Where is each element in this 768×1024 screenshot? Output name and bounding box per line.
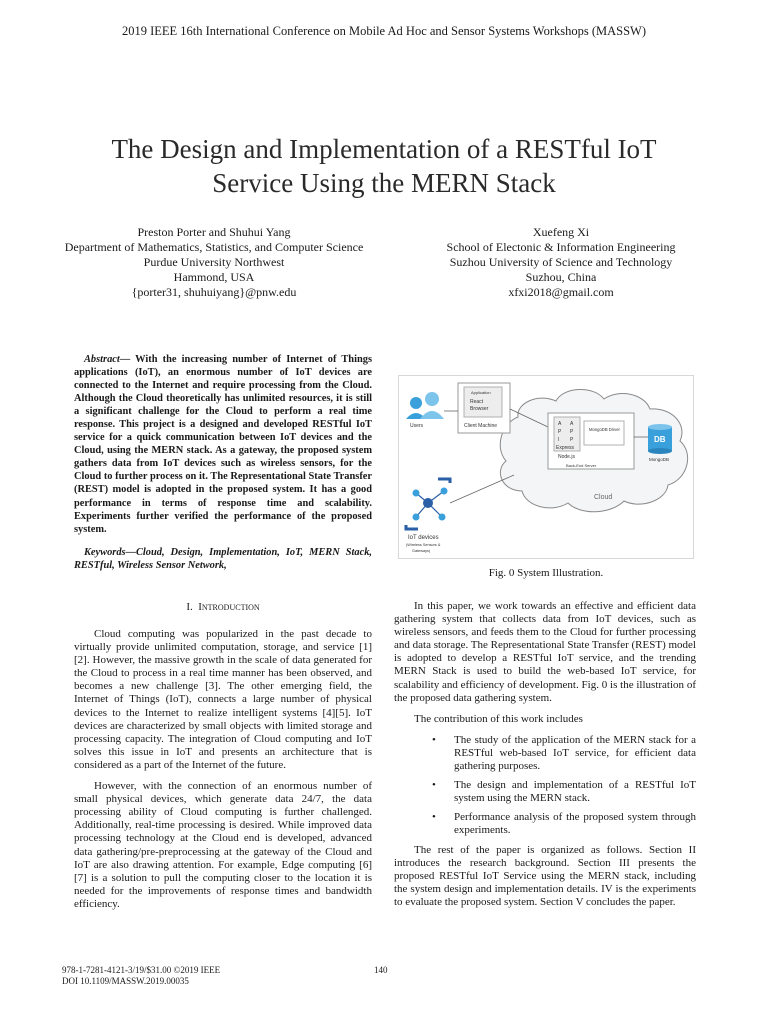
api-letter-i: I (558, 437, 560, 443)
cloud-label: Cloud (594, 494, 613, 501)
footer-isbn: 978-1-7281-4121-3/19/$31.00 ©2019 IEEE (62, 965, 221, 975)
system-diagram (398, 375, 694, 559)
iot-sub-label-2: Gateways) (412, 549, 431, 553)
right-paragraph-3: The rest of the paper is organized as follows. Section II introduces the research background. Section III presents the proposed RESTful IoT Service using the MERN stack, including the system design and implementation details. IV is the experiments to evaluate the proposed system. Section V concludes the paper. (394, 843, 696, 908)
section-heading (74, 601, 372, 613)
right-paragraph-1: In this paper, we work towards an effective and efficient data gathering system that collects data from IoT devices, such as wireless sensors, and feeds them to the Cloud for further processing and data storage. The Representational State Transfer (REST) model is adopted to develop a RESTful IoT service, and the trending MERN Stack is used to build the web-based IoT service, for scalability and efficiency of development. Fig. 0 is the illustration of the proposed data gathering system. (394, 600, 696, 704)
page-number: 140 (374, 965, 388, 975)
abstract (74, 353, 372, 536)
author-names: Preston Porter and Shuhui Yang (137, 225, 291, 239)
figure-caption: Fig. 0 System Illustration. (488, 567, 604, 579)
author-university: Purdue University Northwest (143, 255, 285, 269)
title-line-1: The Design and Implementation of a RESTful IoT (111, 134, 657, 164)
conference-header: 2019 IEEE 16th International Conference on Mobile Ad Hoc and Sensor Systems Workshops (MASSW) (121, 24, 647, 38)
backend-server-label: Back-End Server (566, 463, 597, 468)
author-department: Department of Mathematics, Statistics, and Computer Science (64, 240, 364, 254)
app-letter-p1: P (570, 429, 574, 435)
contribution-list (394, 734, 696, 838)
author-email: {porter31, shuhuiyang}@pnw.edu (131, 285, 297, 299)
application-label: Application (471, 390, 491, 395)
footer-copyright (62, 965, 220, 987)
paper-title (40, 132, 728, 200)
abstract-text: — With the increasing number of Internet of Things applications (IoT), an enormous number of IoT devices are connected to the Internet and require processing from the Cloud. Although the Cloud theoretically has unlimited resources, it is still a significant challenge for the Cloud to perform a real time response. This project is a designed and developed RESTful IoT service for a quick communication between IoT devices and the Cloud, using the MERN stack. As a gateway, the proposed system gathers data from IoT devices such as wireless sensors, for the Cloud to further process on it. The Representational State Transfer (REST) model is adopted in the proposed system. It has a good performance in terms of response time and scalability. Experiments further verified the performance of the proposed system. (74, 354, 372, 535)
browser-label: Browser (470, 406, 489, 412)
mongodb-label: MongoDB (649, 457, 670, 462)
iot-devices-label: IoT devices (408, 535, 439, 541)
contribution-item: • The design and implementation of a RESTful IoT system using the MERN stack. (454, 779, 696, 805)
nodejs-label: Node.js (558, 454, 575, 460)
right-column (394, 600, 696, 917)
right-paragraph-2: The contribution of this work includes (414, 712, 583, 725)
iot-sub-label-1: (Wireless Sensors & (406, 543, 441, 547)
app-letter-a: A (570, 421, 574, 427)
intro-paragraph-1: Cloud computing was popularized in the past decade to virtually provide unlimited computation, storage, and service [1][2]. However, the massive growth in the scale of data generated for the Cloud to process in a real time manner has been observed, and becomes a new challenge [3]. The other emerging field, the Internet of Things (IoT), connects a large number of physical devices to the Internet to realize intelligent systems [4][5]. IoT devices are characterized by small objects with limited storage and processing capacity. The integration of Cloud computing and IoT solves this issue in IoT and presents an architecture that is considered as a part of the Internet of the future. (74, 628, 372, 771)
api-letter-p: P (558, 429, 562, 435)
author-university: Suzhou University of Science and Technology (449, 255, 673, 269)
mongo-driver-box (584, 421, 624, 445)
author-block-left (52, 225, 376, 300)
section-title: Introduction (198, 601, 260, 613)
system-illustration-figure (398, 375, 694, 559)
author-block-right (404, 225, 718, 300)
author-location: Suzhou, China (525, 270, 597, 284)
section-number: I. (186, 601, 193, 613)
abstract-label: Abstract (84, 354, 120, 365)
author-email: xfxi2018@gmail.com (508, 285, 614, 299)
contribution-item: • Performance analysis of the proposed system through experiments. (454, 811, 696, 837)
app-letter-p2: P (570, 437, 574, 443)
author-department: School of Electonic & Information Engineering (446, 240, 676, 254)
api-letter-a: A (558, 421, 562, 427)
author-location: Hammond, USA (173, 270, 255, 284)
intro-paragraph-2: However, with the connection of an enormous number of small physical devices, which generate data 24/7, the data processing ability of Cloud computing is further challenged. Additionally, real-time processing is desired. While improved data processing technology at the Cloud end is developed, advanced data gathering/pre-preprocessing at the gateway of the Cloud and IoT are also drawing attention. For example, Edge computing [6][7] is a solution to pull the computing closer to the location it is needed for the improvements of response times and bandwidth efficiency. (74, 780, 372, 910)
mongo-driver-label: MongoDB Driver (589, 427, 620, 432)
users-label: Users (410, 423, 424, 429)
keywords: Keywords—Cloud, Design, Implementation, IoT, MERN Stack, RESTful, Wireless Sensor Network, (74, 547, 372, 571)
title-line-2: Service Using the MERN Stack (212, 168, 556, 198)
react-label: React (470, 399, 484, 405)
footer-doi: DOI 10.1109/MASSW.2019.00035 (62, 976, 189, 986)
contribution-item: • The study of the application of the MERN stack for a RESTful web-based IoT service, for efficient data gathering purposes. (454, 734, 696, 773)
express-label: Express (556, 445, 575, 451)
db-label: DB (654, 435, 666, 444)
left-column (74, 628, 372, 919)
author-names: Xuefeng Xi (532, 225, 590, 239)
client-machine-label: Client Machine (464, 423, 498, 429)
